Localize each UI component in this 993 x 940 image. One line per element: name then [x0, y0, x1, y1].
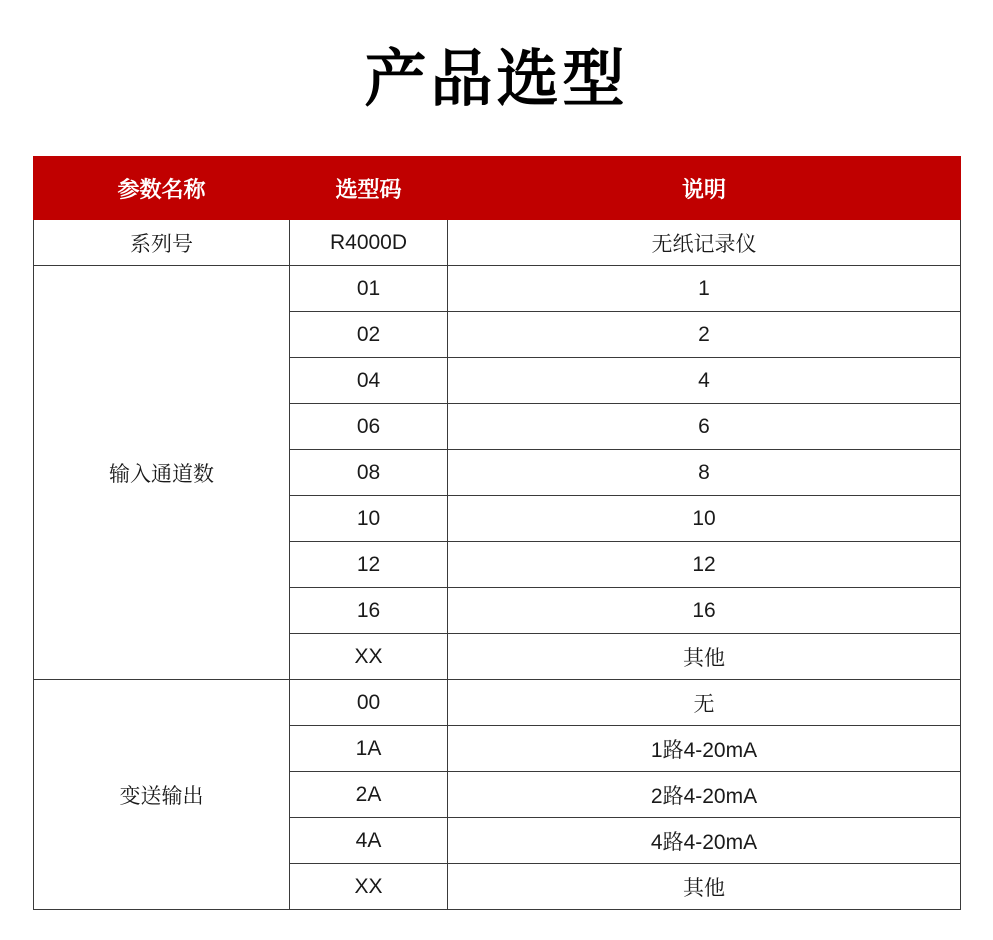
- table-header: [34, 157, 961, 220]
- code-cell: 12: [290, 542, 448, 588]
- code-cell: 16: [290, 588, 448, 634]
- table-row: [34, 266, 961, 312]
- description-cell: 2路4-20mA: [448, 772, 961, 818]
- column-header-parameter: 参数名称: [34, 157, 290, 220]
- description-cell: 4路4-20mA: [448, 818, 961, 864]
- code-cell: 4A: [290, 818, 448, 864]
- description-cell: 2: [448, 312, 961, 358]
- param-name-cell: 系列号: [34, 220, 290, 266]
- description-cell: 无: [448, 680, 961, 726]
- param-name-cell: 变送输出: [34, 680, 290, 910]
- code-cell: 10: [290, 496, 448, 542]
- code-cell: 06: [290, 404, 448, 450]
- description-cell: 12: [448, 542, 961, 588]
- column-header-description: 说明: [448, 157, 961, 220]
- code-cell: 08: [290, 450, 448, 496]
- code-cell: 2A: [290, 772, 448, 818]
- description-cell: 1: [448, 266, 961, 312]
- column-header-code: 选型码: [290, 157, 448, 220]
- code-cell: R4000D: [290, 220, 448, 266]
- description-cell: 6: [448, 404, 961, 450]
- description-cell: 1路4-20mA: [448, 726, 961, 772]
- code-cell: XX: [290, 634, 448, 680]
- code-cell: 1A: [290, 726, 448, 772]
- product-selection-table: [33, 156, 961, 910]
- description-cell: 4: [448, 358, 961, 404]
- description-cell: 其他: [448, 634, 961, 680]
- description-cell: 16: [448, 588, 961, 634]
- code-cell: 02: [290, 312, 448, 358]
- table-row: [34, 220, 961, 266]
- param-name-cell: 输入通道数: [34, 266, 290, 680]
- table-body: [34, 220, 961, 910]
- selection-table-wrapper: [33, 156, 960, 910]
- table-header-row: [34, 157, 961, 220]
- description-cell: 10: [448, 496, 961, 542]
- code-cell: 04: [290, 358, 448, 404]
- page-title: 产品选型: [364, 42, 629, 115]
- code-cell: XX: [290, 864, 448, 910]
- code-cell: 00: [290, 680, 448, 726]
- description-cell: 其他: [448, 864, 961, 910]
- code-cell: 01: [290, 266, 448, 312]
- table-row: [34, 680, 961, 726]
- description-cell: 无纸记录仪: [448, 220, 961, 266]
- description-cell: 8: [448, 450, 961, 496]
